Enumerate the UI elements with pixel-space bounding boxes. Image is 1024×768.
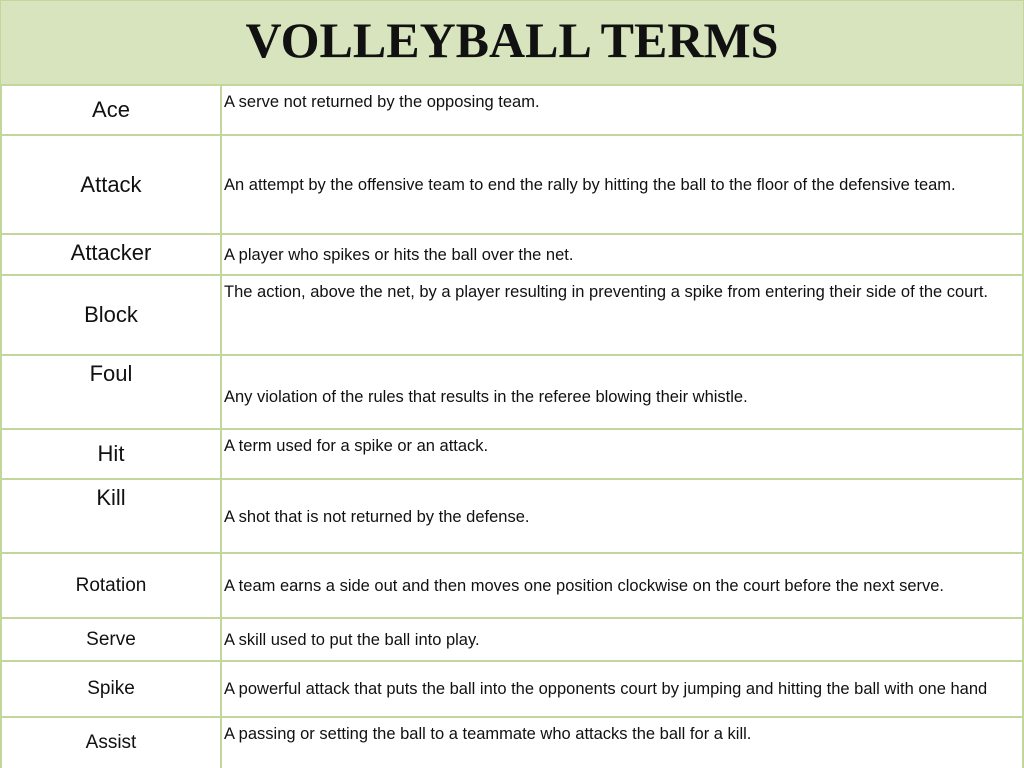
definition-cell: An attempt by the offensive team to end the rally by hitting the ball to the floor of the defensive team.: [221, 135, 1023, 234]
definition-cell: A term used for a spike or an attack.: [221, 429, 1023, 479]
term-cell: Attack: [1, 135, 221, 234]
table-row: [1, 661, 1023, 717]
term-cell: Spike: [1, 661, 221, 717]
definition-cell: Any violation of the rules that results in the referee blowing their whistle.: [221, 355, 1023, 429]
table-row: [1, 85, 1023, 135]
table-row: [1, 275, 1023, 355]
definition-cell: The action, above the net, by a player resulting in preventing a spike from entering their side of the court.: [221, 275, 1023, 355]
definition-cell: A shot that is not returned by the defense.: [221, 479, 1023, 553]
term-cell: Serve: [1, 618, 221, 661]
term-cell: Hit: [1, 429, 221, 479]
definition-cell: A skill used to put the ball into play.: [221, 618, 1023, 661]
term-cell: Ace: [1, 85, 221, 135]
definition-cell: A serve not returned by the opposing team.: [221, 85, 1023, 135]
term-cell: Foul: [1, 355, 221, 429]
table-row: [1, 717, 1023, 768]
table-row: [1, 234, 1023, 275]
terms-table: [0, 84, 1024, 768]
table-row: [1, 429, 1023, 479]
table-row: [1, 553, 1023, 618]
table-row: [1, 355, 1023, 429]
table-row: [1, 135, 1023, 234]
table-row: [1, 618, 1023, 661]
page-title: VOLLEYBALL TERMS: [245, 12, 779, 68]
title-bar: [0, 0, 1024, 86]
table-row: [1, 479, 1023, 553]
term-cell: Kill: [1, 479, 221, 553]
term-cell: Rotation: [1, 553, 221, 618]
term-cell: Assist: [1, 717, 221, 768]
term-cell: Block: [1, 275, 221, 355]
definition-cell: A powerful attack that puts the ball into the opponents court by jumping and hitting the ball with one hand: [221, 661, 1023, 717]
definition-cell: A player who spikes or hits the ball over the net.: [221, 234, 1023, 275]
term-cell: Attacker: [1, 234, 221, 275]
definition-cell: A passing or setting the ball to a teammate who attacks the ball for a kill.: [221, 717, 1023, 768]
definition-cell: A team earns a side out and then moves one position clockwise on the court before the next serve.: [221, 553, 1023, 618]
